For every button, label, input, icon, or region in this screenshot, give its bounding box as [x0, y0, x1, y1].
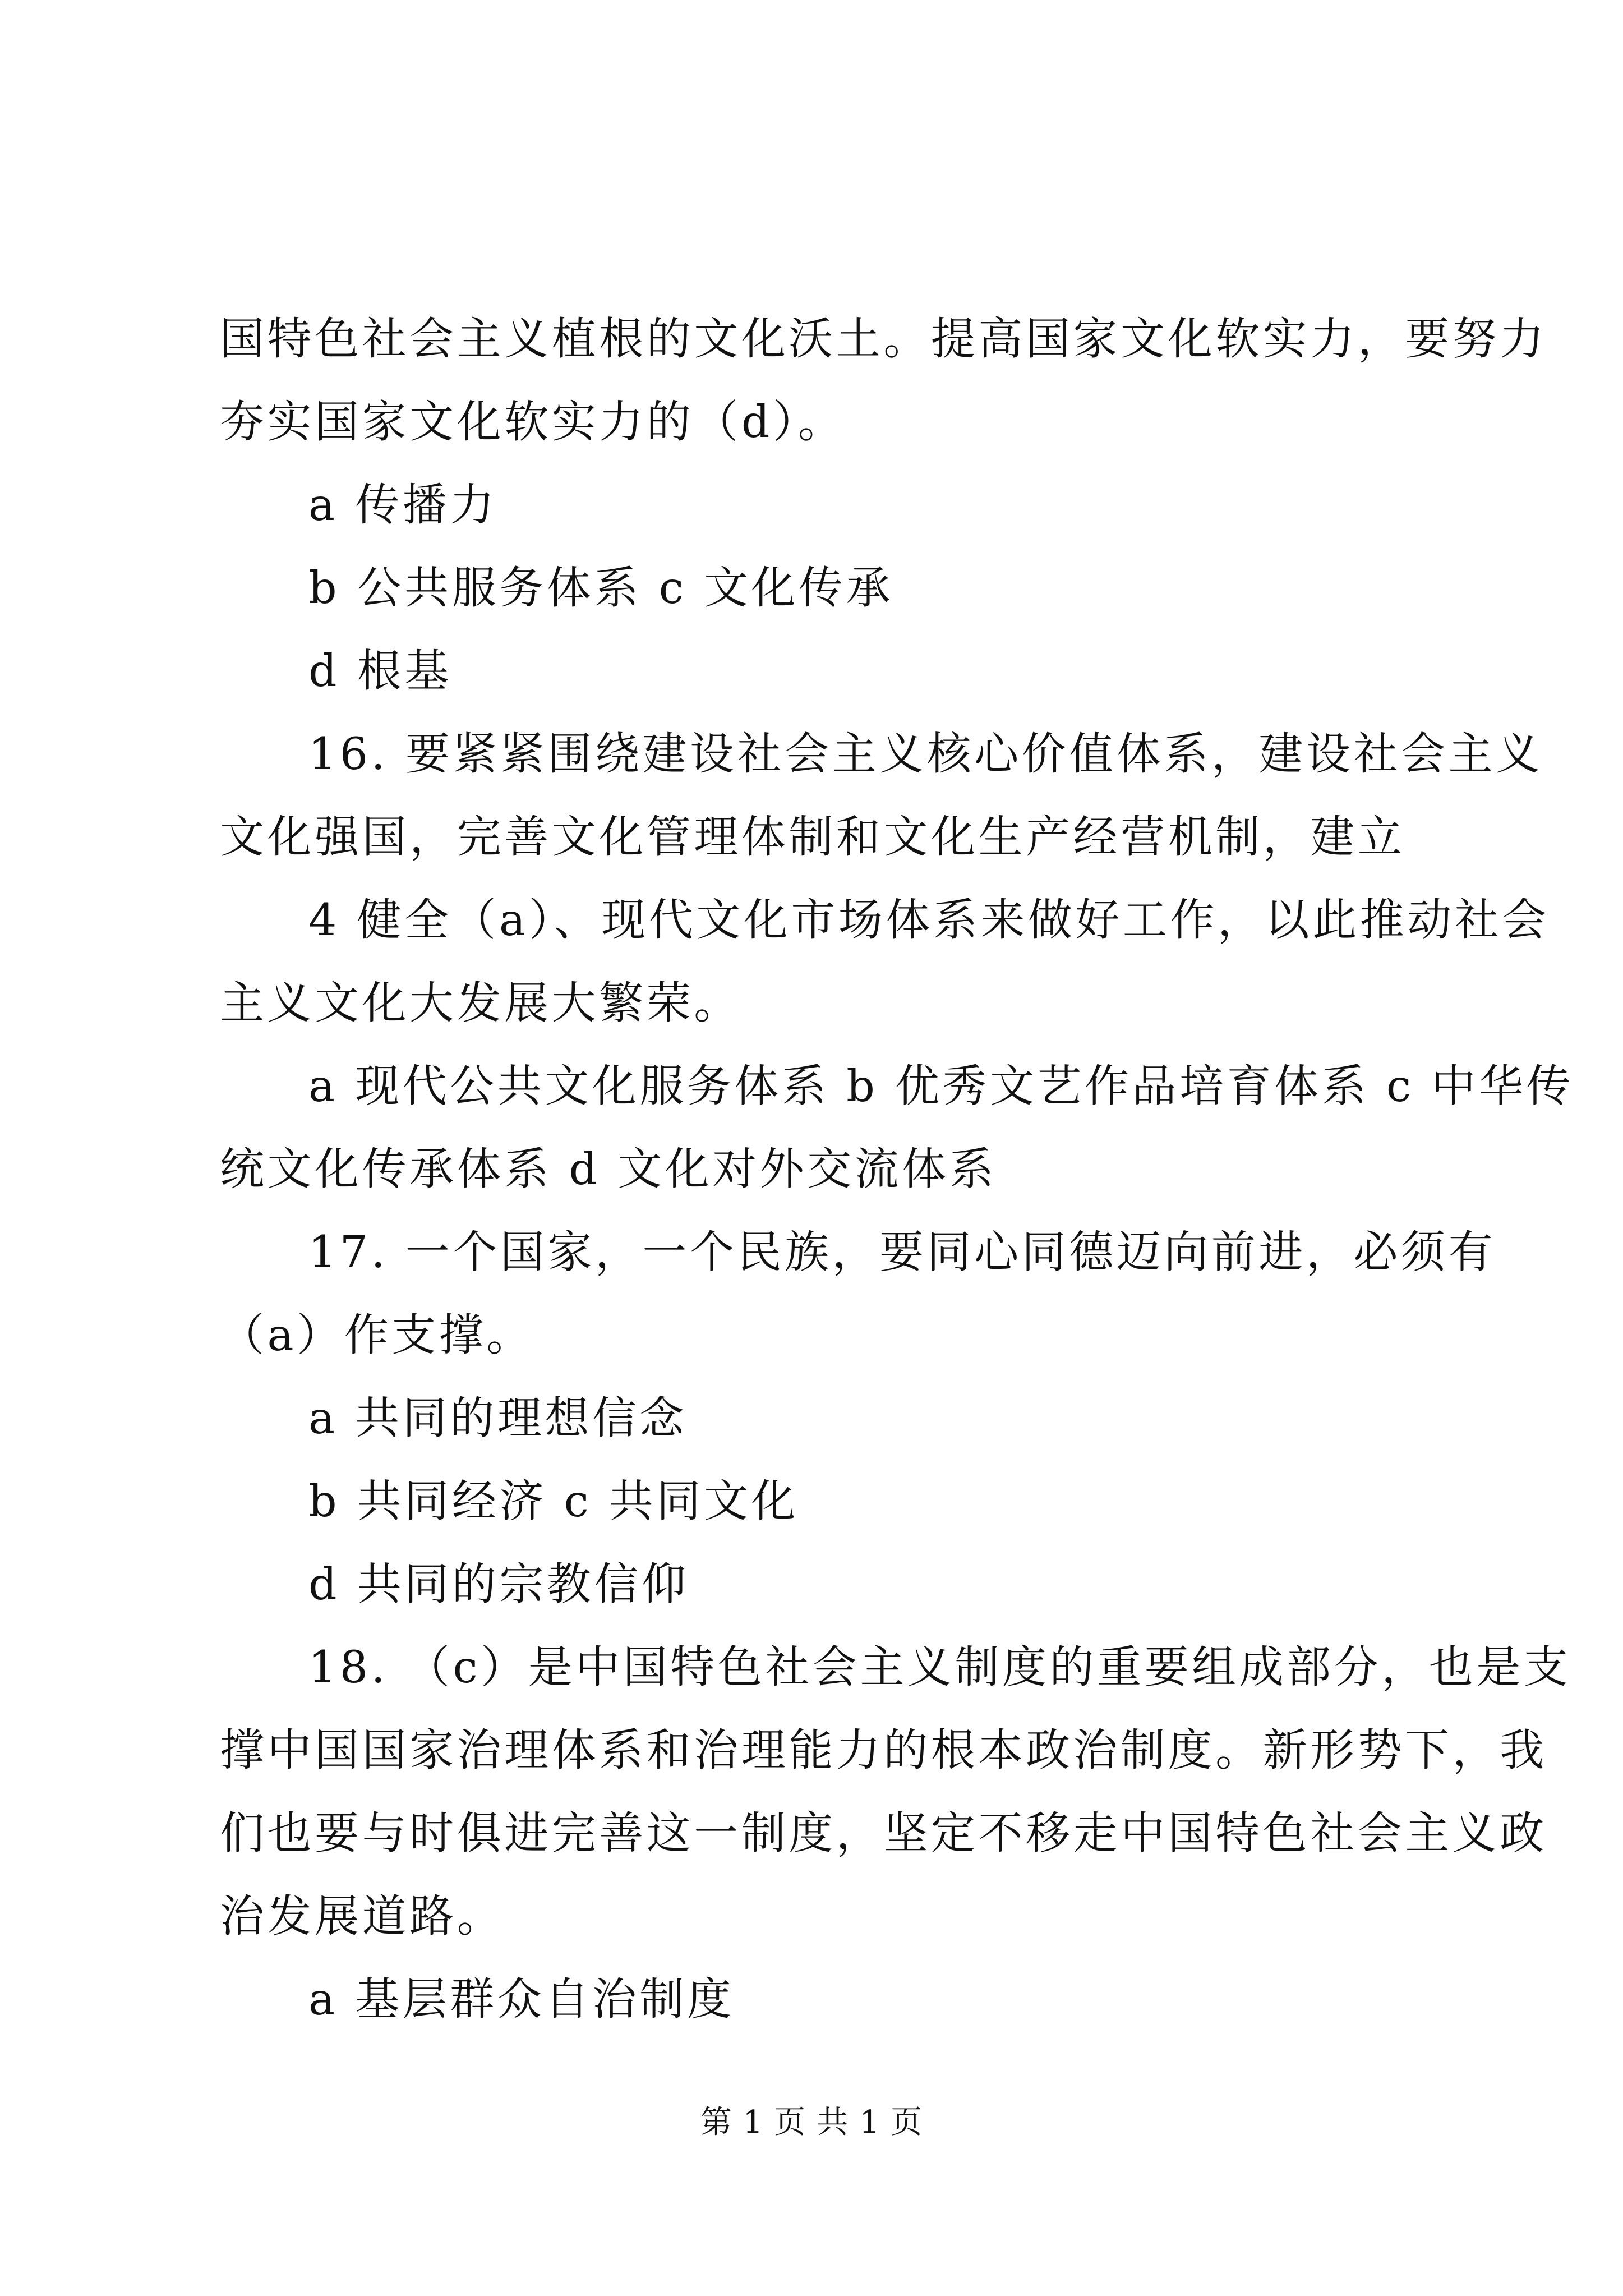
options-line: 统文化传承体系 d 文化对外交流体系 — [220, 1143, 997, 1195]
text-line: 们也要与时俱进完善这一制度，坚定不移走中国特色社会主义政 — [220, 1807, 1547, 1859]
question-16-line: 16. 要紧紧围绕建设社会主义核心价值体系，建设社会主义 — [308, 728, 1543, 780]
question-18-line: 18. （c）是中国特色社会主义制度的重要组成部分，也是支 — [308, 1641, 1571, 1693]
text-line: 主义文化大发展大繁荣。 — [220, 977, 741, 1029]
text-line: 文化强国，完善文化管理体制和文化生产经营机制，建立 — [220, 811, 1405, 863]
option-d-line: d 共同的宗教信仰 — [308, 1558, 689, 1610]
text-line: 国特色社会主义植根的文化沃土。提高国家文化软实力，要努力 — [220, 313, 1547, 365]
page-number-footer: 第 1 页 共 1 页 — [700, 2104, 923, 2141]
text-line: 撑中国国家治理体系和治理能力的根本政治制度。新形势下，我 — [220, 1724, 1547, 1776]
option-b-c-line: b 公共服务体系 c 文化传承 — [308, 562, 894, 614]
text-line: 4 健全（a）、现代文化市场体系来做好工作，以此推动社会 — [308, 894, 1550, 946]
option-a-line: a 传播力 — [308, 479, 497, 531]
option-b-c-line: b 共同经济 c 共同文化 — [308, 1475, 799, 1527]
text-line: 治发展道路。 — [220, 1890, 505, 1942]
option-a-line: a 共同的理想信念 — [308, 1392, 687, 1444]
question-17-line: 17. 一个国家，一个民族，要同心同德迈向前进，必须有 — [308, 1226, 1496, 1278]
options-line: a 现代公共文化服务体系 b 优秀文艺作品培育体系 c 中华传 — [308, 1060, 1574, 1112]
text-line: 夯实国家文化软实力的（d）。 — [220, 396, 846, 448]
option-d-line: d 根基 — [308, 645, 452, 697]
document-body — [220, 297, 1574, 2041]
text-line: （a）作支撑。 — [220, 1309, 534, 1361]
option-a-line: a 基层群众自治制度 — [308, 1973, 735, 2025]
